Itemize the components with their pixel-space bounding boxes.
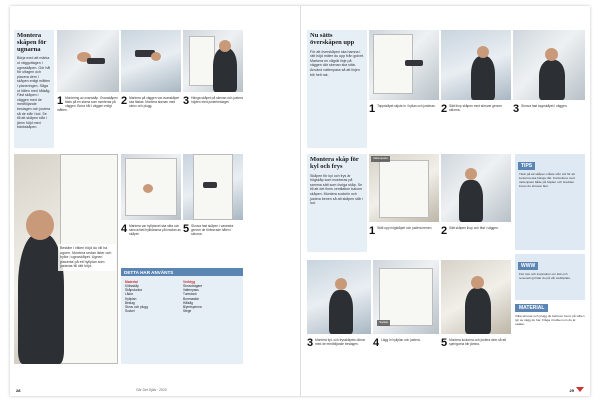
overcabinet-title: Nu sätts överskåpen upp: [310, 32, 355, 46]
tools-col1-list: Köksskåp Skåpsluckor Lådor Hyllplan Beslag Skruv och plugg Sockel: [125, 284, 148, 314]
left-page: [10, 6, 300, 396]
photo-fridge-4: [373, 260, 439, 334]
tip-title: TIPS: [518, 162, 535, 170]
www-text: Fler tips och inspiration om kök och renovering hittar du på vår webbplats.: [519, 272, 571, 280]
materials-title: MATERIAL: [515, 304, 548, 312]
magazine-spread: [10, 6, 590, 396]
photo-fridge-5: [441, 260, 511, 334]
photo-step-2: [121, 30, 181, 92]
left-page-number: 28: [16, 388, 21, 393]
step-5: 5 Skruva fast skåpen i varandra genom de förborrade hålen i sidorna.: [183, 223, 234, 237]
photo-step-4: [121, 154, 181, 220]
right-page: [300, 6, 590, 396]
step-1: 1 Montering av ovanskåp. Ovanskåpen fästs på en skena som monteras på väggen. Borra hål i väggen enligt måtten.: [57, 95, 118, 113]
page-corner-arrow-icon: [576, 387, 584, 392]
tip-box: [515, 154, 585, 250]
overcabinet-text: För att överskåpen ska hamna i rätt höjd mäter du upp från golvet. Markera en vågrät linje på väggen där skenan ska sitta. Använd vattenpass så att linjen blir helt rak.: [310, 49, 364, 77]
www-title: WWW: [518, 262, 538, 270]
photo-fridge-3: [307, 260, 371, 334]
f-step-1: 1 Ställ upp högskåpet och justera benen.: [369, 225, 433, 237]
r-step-2: 2 Sätt ihop skåpen med skruvar genom sidorna.: [441, 103, 502, 115]
tools-col2-list: Skruvdragare Vattenpass Tumstock Borrmaskin Hålsåg Blyertspenna Stege: [183, 284, 203, 314]
f-step-5: 5 Montera luckorna och justera dem så att springorna blir jämna.: [441, 337, 506, 349]
fridge-text: Skåpen för kyl och frys är högskåp som monteras på samma sätt som övriga skåp. Se till att det finns ventilation bakom skåpen. Montera sockeln och justera benen så att skåpen står i lod.: [310, 173, 363, 206]
right-page-number: 29: [569, 388, 574, 393]
lower-text: Bestäm i vilken höjd du vill ha ugnen. Montera sedan lister och hyllor i ugnsskåpet. Ugnen placeras på ett hyllplan som justeras till rätt höjd.: [58, 244, 116, 271]
fridge-title: Montera skåp för kyl och frys: [310, 156, 359, 170]
f-step-3: 3 Montera kyl- och frysskåpets dörrar med de medföljande beslagen.: [307, 337, 366, 349]
left-footer: [16, 388, 294, 393]
intro-text: Börja med att märka ut vägguttagen i ugnsskåpen. Gör hål för uttagen och placera dem i skåpen enligt måtten i planeringen. Såga ut hålen med hålsåg. Fäst skåpen i väggen med de medföljande beslagen och justera så de står i lod. Se till att skåpen står i jämn höjd med bänkskåpen.: [17, 56, 51, 130]
step-2: 2 Markera på väggen var ovanskåpet ska fästas. Montera skenan med skruv och plugg.: [121, 95, 180, 109]
photo-fridge-1: [369, 154, 439, 222]
www-box: [515, 254, 585, 300]
fridge-box: [307, 154, 367, 252]
photo-step-3: [183, 30, 243, 92]
f-step-2: 2 Sätt skåpen ihop och fäst i väggen.: [441, 225, 499, 237]
right-footer: [570, 388, 574, 393]
sockel-label: Sockel: [379, 320, 389, 324]
f-step-4: 4 Lägg in hyllplan och justera.: [373, 337, 421, 349]
photo-fridge-2: [441, 154, 511, 222]
step-3: 3 Hänga skåpet på skenan och justera höjden med justerbeslaget.: [183, 95, 243, 107]
level-label: Vattenpass: [373, 156, 388, 160]
intro-title: Montera skåpen för ugnarna: [17, 32, 47, 53]
intro-box: [14, 30, 54, 148]
photo-r-step-3: [513, 30, 585, 100]
photo-step-1: [57, 30, 119, 92]
left-footer-label: Gör Det Själv · 2020: [136, 388, 167, 392]
r-step-1: 1 Toppskåpet skjuts in i hyllan och justeras.: [369, 103, 436, 115]
step-4: 4 Markera var hyllplanet ska sitta och skruva fast hyllbärarna på insidan av skåpet.: [121, 223, 181, 237]
photo-r-step-1: [369, 30, 439, 100]
r-step-3: 3 Skruva fast toppskåpet i väggen.: [513, 103, 568, 115]
overcabinet-box: [307, 30, 367, 148]
tools-title: DETTA HAR ANVÄNTS: [121, 268, 243, 276]
materials-text: Vilka skruvar och plugg du behöver beror på vilken typ av vägg du har. Fråga i butiken om du är osäker.: [515, 314, 585, 326]
tip-text: Tänk på att skåpen måste stå i lod för att luckorna ska hänga rätt. Kontrollera med vattenpass både på höjden och bredden innan du skruvar fast.: [519, 172, 575, 188]
tools-col1-heading: Material: [125, 280, 138, 284]
tools-col2-heading: Verktyg: [183, 280, 196, 284]
tools-box: [121, 268, 243, 364]
photo-step-5: [183, 154, 243, 220]
photo-r-step-2: [441, 30, 511, 100]
